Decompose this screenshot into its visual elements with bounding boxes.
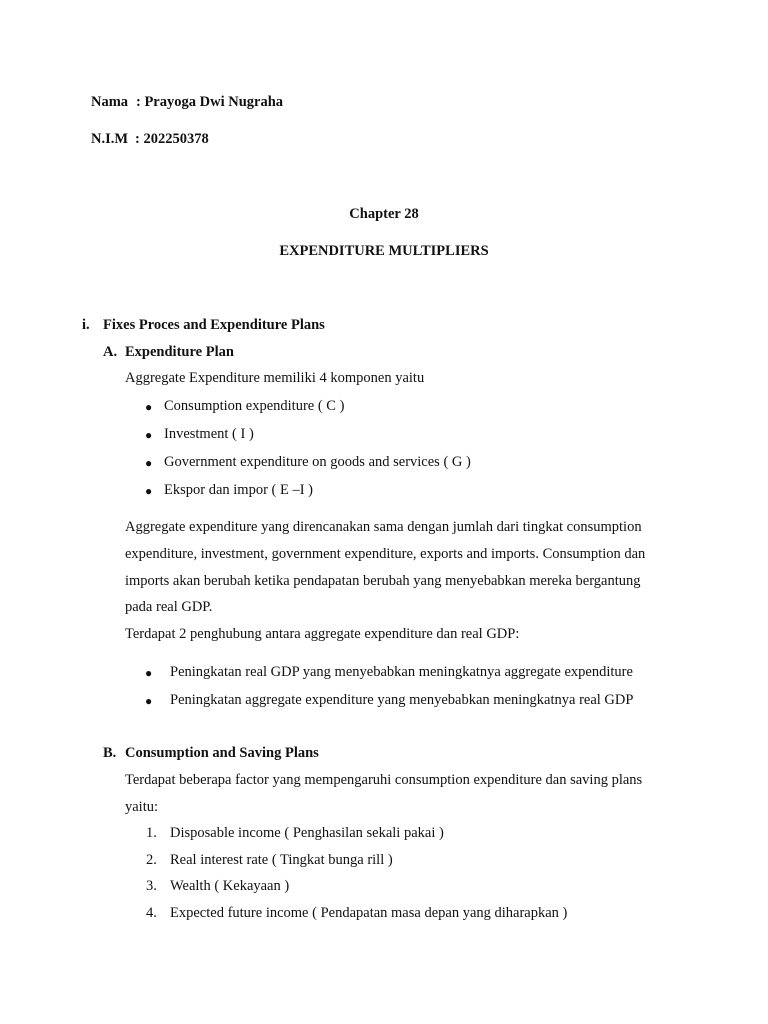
chapter-title: Chapter 28: [349, 206, 419, 222]
component-text: Ekspor dan impor ( E –I ): [164, 482, 313, 498]
subsection-a-marker: A.: [103, 344, 118, 360]
bullet-icon: ●: [145, 400, 153, 414]
bullet-icon: ●: [145, 456, 153, 470]
subsection-b-marker: B.: [103, 745, 117, 761]
section-i-title: Fixes Proces and Expenditure Plans: [103, 317, 325, 333]
factor-text: Expected future income ( Pendapatan masa depan yang diharapkan ): [170, 905, 568, 921]
paragraph-line: imports akan berubah ketika pendapatan berubah yang menyebabkan mereka bergantung: [125, 573, 641, 589]
links-intro: Terdapat 2 penghubung antara aggregate expenditure dan real GDP:: [125, 626, 520, 642]
subsection-b-title: Consumption and Saving Plans: [125, 745, 319, 761]
link-text: Peningkatan aggregate expenditure yang menyebabkan meningkatnya real GDP: [170, 692, 634, 708]
factor-text: Disposable income ( Penghasilan sekali pakai ): [170, 825, 444, 841]
factor-text: Wealth ( Kekayaan ): [170, 878, 290, 894]
component-text: Consumption expenditure ( C ): [164, 398, 345, 414]
document-heading: EXPENDITURE MULTIPLIERS: [279, 243, 489, 259]
paragraph-line: Aggregate expenditure yang direncanakan sama dengan jumlah dari tingkat consumption: [125, 519, 642, 535]
name-value: : Prayoga Dwi Nugraha: [136, 94, 284, 110]
link-text: Peningkatan real GDP yang menyebabkan meningkatnya aggregate expenditure: [170, 664, 633, 680]
paragraph-line: yaitu:: [125, 799, 159, 815]
bullet-icon: ●: [145, 428, 153, 442]
subsection-a-title: Expenditure Plan: [125, 344, 234, 360]
bullet-icon: ●: [145, 694, 153, 708]
factor-text: Real interest rate ( Tingkat bunga rill ): [170, 852, 393, 868]
paragraph-line: Terdapat beberapa factor yang mempengaruhi consumption expenditure dan saving plans: [125, 772, 643, 788]
bullet-icon: ●: [145, 666, 153, 680]
list-number: 2.: [146, 852, 157, 868]
list-number: 3.: [146, 878, 157, 894]
list-number: 4.: [146, 905, 157, 921]
nim-label: N.I.M: [91, 131, 129, 147]
bullet-icon: ●: [145, 484, 153, 498]
paragraph-line: expenditure, investment, government expenditure, exports and imports. Consumption dan: [125, 546, 646, 562]
name-label: Nama: [91, 94, 129, 110]
nim-value: : 202250378: [135, 131, 209, 147]
section-i-marker: i.: [82, 317, 90, 333]
component-text: Investment ( I ): [164, 426, 254, 442]
component-text: Government expenditure on goods and services ( G ): [164, 454, 471, 470]
paragraph-line: pada real GDP.: [125, 599, 213, 615]
list-number: 1.: [146, 825, 157, 841]
subsection-a-intro: Aggregate Expenditure memiliki 4 komponen yaitu: [125, 370, 425, 386]
